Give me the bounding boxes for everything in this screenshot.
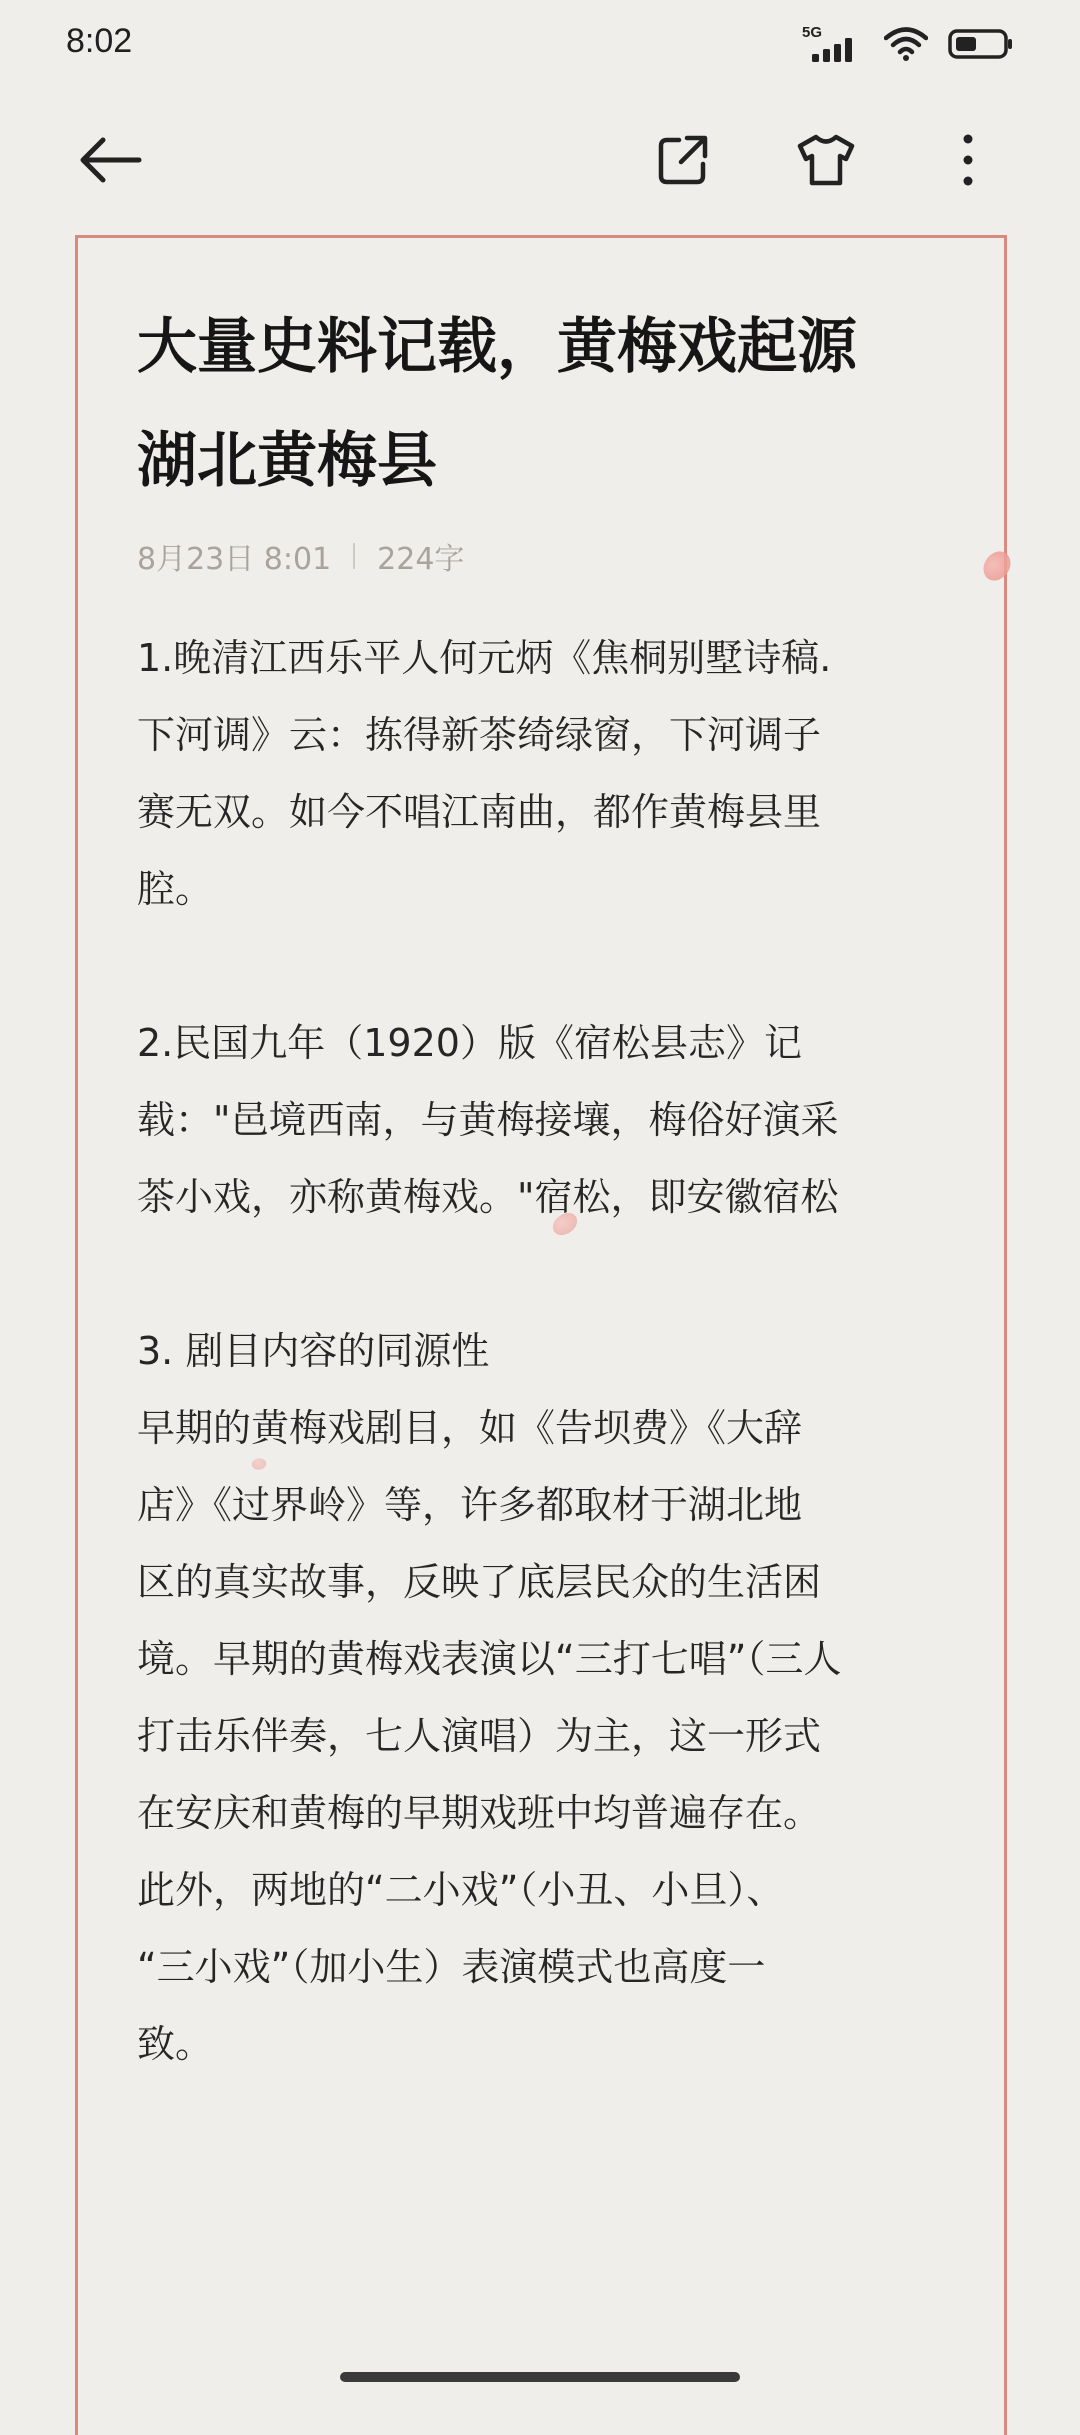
more-vertical-icon	[961, 133, 975, 187]
paragraph-gap	[137, 928, 957, 1005]
note-line: 境。早期的黄梅戏表演以“三打七唱”（三人	[137, 1637, 842, 1681]
wifi-icon	[884, 27, 928, 61]
note-line: 1.晚清江西乐平人何元炳《焦桐别墅诗稿.	[137, 636, 832, 680]
note-toolbar	[0, 110, 1080, 210]
note-line: “三小戏”（加小生）表演模式也高度一	[137, 1945, 766, 1989]
back-button[interactable]	[72, 122, 148, 198]
note-line: 2.民国九年（1920）版《宿松县志》记	[137, 1021, 802, 1065]
network-label: 5G	[802, 24, 823, 41]
note-line: 下河调》云：拣得新茶绮绿窗，下河调子	[137, 713, 822, 757]
note-line: 打击乐伴奏，七人演唱）为主，这一形式	[137, 1714, 822, 1758]
paragraph-gap	[137, 1236, 957, 1313]
note-title-line: 湖北黄梅县	[137, 426, 437, 496]
share-icon	[655, 132, 711, 188]
battery-icon	[948, 28, 1014, 60]
note-paragraph	[137, 1005, 957, 1236]
note-line: 店》《过界岭》等，许多都取材于湖北地	[137, 1483, 803, 1527]
note-line: 茶小戏，亦称黄梅戏。"宿松，即安徽宿松	[137, 1175, 839, 1219]
note-paragraph	[137, 1313, 957, 2083]
note-meta	[137, 534, 957, 578]
note-line: 此外，两地的“二小戏”（小丑、小旦）、	[137, 1868, 785, 1912]
home-indicator[interactable]	[340, 2372, 740, 2382]
note-editor[interactable]	[137, 305, 957, 2083]
note-line: 载："邑境西南，与黄梅接壤，梅俗好演采	[137, 1098, 839, 1142]
note-line: 致。	[137, 2022, 214, 2066]
back-arrow-icon	[77, 136, 143, 184]
more-options-button[interactable]	[930, 122, 1006, 198]
note-line: 赛无双。如今不唱江南曲，都作黄梅县里	[137, 790, 822, 834]
signal-icon	[802, 26, 864, 62]
theme-button[interactable]	[788, 122, 864, 198]
note-line: 在安庆和黄梅的早期戏班中均普遍存在。	[137, 1791, 822, 1835]
note-line: 区的真实故事，反映了底层民众的生活困	[137, 1560, 822, 1604]
note-paragraph	[137, 620, 957, 928]
note-title-line: 大量史料记载，黄梅戏起源	[137, 312, 857, 382]
status-bar	[0, 0, 1080, 90]
status-icons	[802, 26, 1014, 62]
note-word-count: 224字	[377, 542, 465, 577]
note-body[interactable]	[137, 620, 957, 2083]
note-title[interactable]	[137, 290, 957, 518]
note-date: 8月23日 8:01	[137, 542, 332, 577]
note-line: 腔。	[137, 867, 214, 911]
meta-divider	[353, 543, 355, 569]
status-time: 8:02	[66, 22, 133, 60]
share-button[interactable]	[645, 122, 721, 198]
note-line: 3. 剧目内容的同源性	[137, 1329, 490, 1373]
note-line: 早期的黄梅戏剧目，如《告坝费》《大辞	[137, 1406, 803, 1450]
theme-tshirt-icon	[795, 132, 857, 188]
